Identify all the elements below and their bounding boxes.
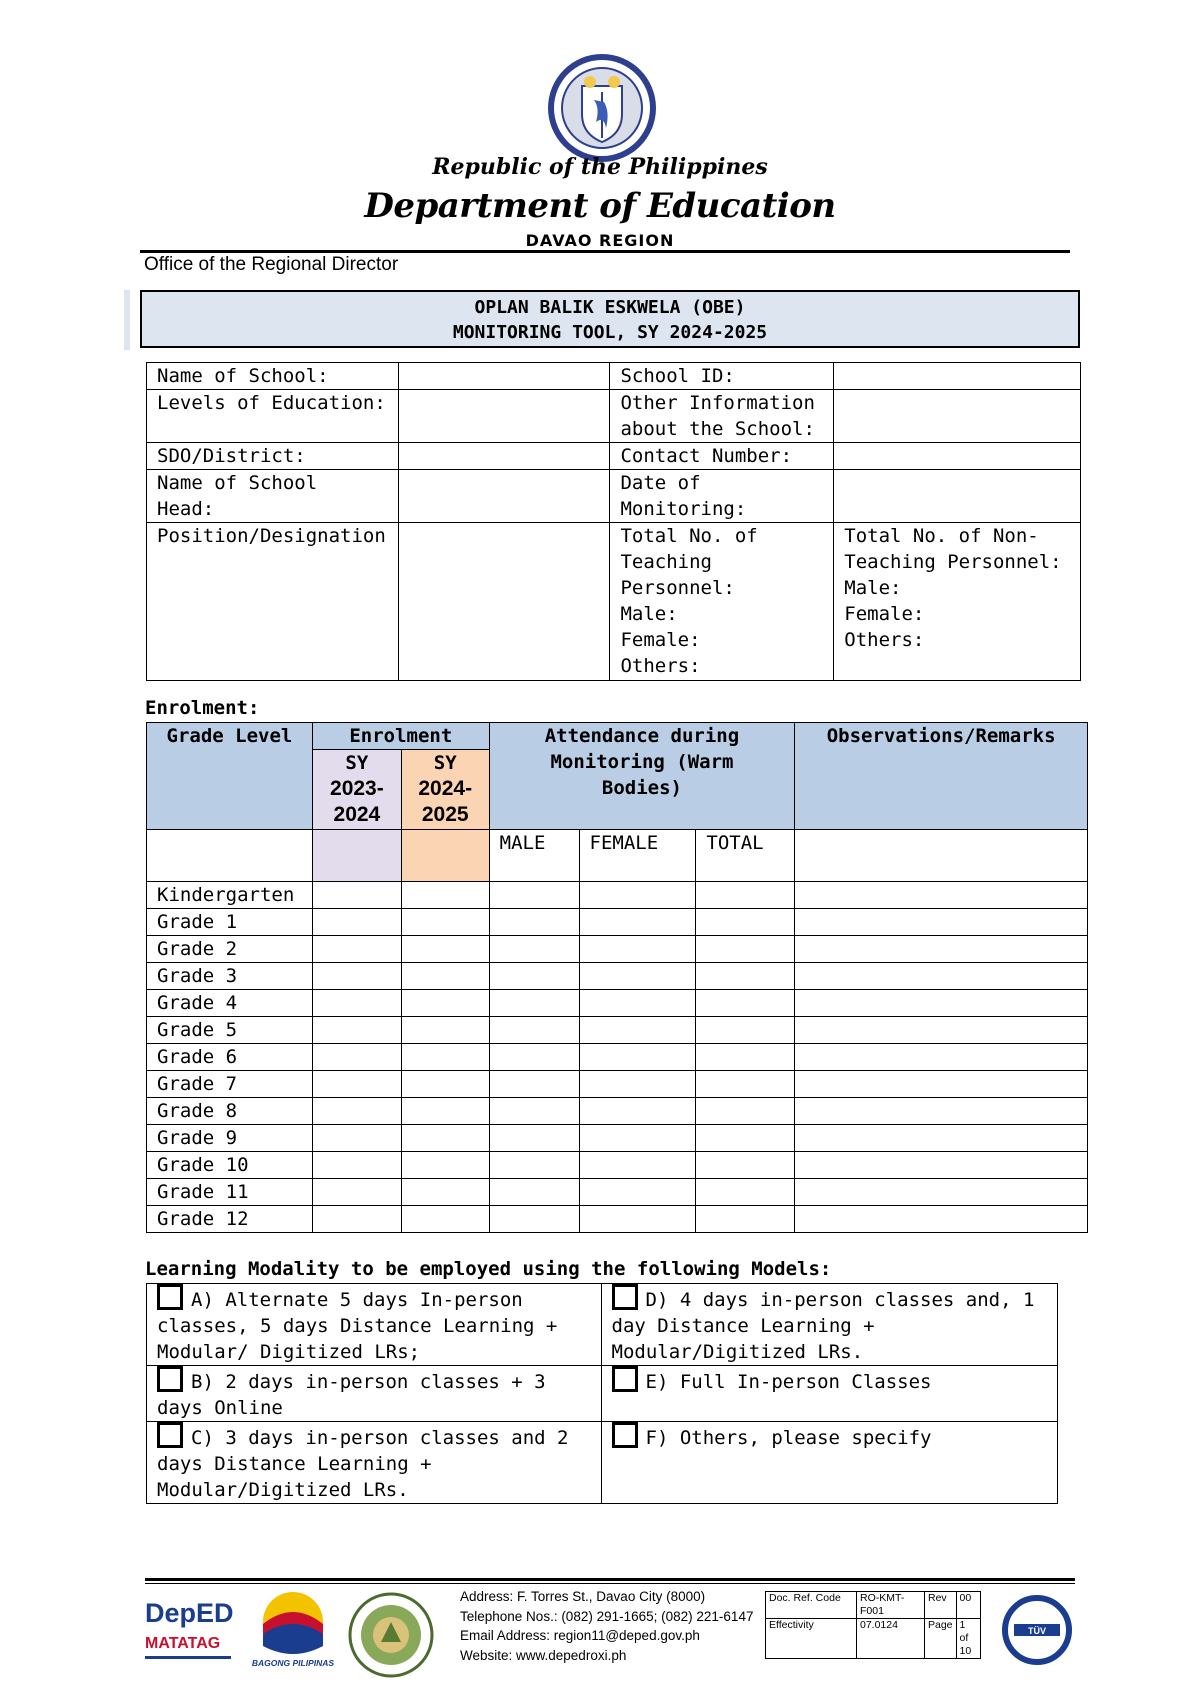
option-d-checkbox[interactable]: [612, 1284, 638, 1310]
label-line: Male:: [844, 577, 902, 599]
remarks-cell[interactable]: [795, 1044, 1088, 1071]
female-cell[interactable]: [579, 1017, 696, 1044]
non-teaching-personnel-cell[interactable]: [834, 523, 1081, 681]
grade-level-cell: Kindergarten: [147, 882, 313, 909]
levels-of-education-field[interactable]: [398, 390, 609, 443]
option-line: Modular/Digitized LRs.: [157, 1479, 409, 1501]
sy2-enrolment-cell[interactable]: [401, 909, 489, 936]
header-line: 2024-: [418, 777, 473, 800]
sy1-enrolment-cell[interactable]: [312, 1179, 401, 1206]
grade-level-cell: Grade 11: [147, 1179, 313, 1206]
remarks-cell[interactable]: [795, 1017, 1088, 1044]
label-line: Teaching Personnel:: [844, 551, 1062, 573]
enrolment-section-label: Enrolment:: [145, 697, 260, 719]
grade-level-cell: Grade 1: [147, 909, 313, 936]
remarks-cell[interactable]: [795, 990, 1088, 1017]
option-text: C) 3 days in-person classes and 2: [191, 1427, 569, 1449]
deped-logo-text: DepED: [145, 1598, 234, 1628]
sy2-enrolment-cell[interactable]: [401, 1044, 489, 1071]
sy2-enrolment-cell[interactable]: [401, 1071, 489, 1098]
department-header: Department of Education: [364, 186, 836, 226]
female-cell[interactable]: [579, 963, 696, 990]
option-line: [157, 1422, 591, 1451]
school-head-field[interactable]: [398, 470, 609, 523]
option-b-checkbox[interactable]: [157, 1366, 183, 1392]
option-line: [157, 1284, 591, 1313]
grade-level-cell: Grade 7: [147, 1071, 313, 1098]
table-row: [147, 1017, 1088, 1044]
male-header: MALE: [489, 830, 579, 882]
remarks-subheader-cell: [795, 830, 1088, 882]
remarks-cell[interactable]: [795, 936, 1088, 963]
label-line: Personnel:: [620, 577, 735, 599]
name-of-school-label: Name of School:: [147, 363, 399, 390]
remarks-cell[interactable]: [795, 1071, 1088, 1098]
sy2-enrolment-cell[interactable]: [401, 1125, 489, 1152]
effectivity-value: 07.0124: [857, 1619, 925, 1659]
page-value-line: 1 of: [959, 1619, 969, 1644]
option-a-checkbox[interactable]: [157, 1284, 183, 1310]
grade-level-header: Grade Level: [147, 723, 313, 830]
sy1-enrolment-cell[interactable]: [312, 936, 401, 963]
footer-contact: [460, 1587, 753, 1665]
table-row: [147, 1152, 1088, 1179]
header-line: SY: [345, 752, 369, 774]
total-cell[interactable]: [696, 1206, 795, 1233]
remarks-cell[interactable]: [795, 1125, 1088, 1152]
footer-divider-thin: [145, 1583, 1075, 1584]
sy1-enrolment-cell[interactable]: [312, 990, 401, 1017]
option-line: [612, 1366, 1048, 1395]
subheader-blank: [147, 830, 313, 882]
female-cell[interactable]: [579, 1206, 696, 1233]
option-f: [601, 1422, 1058, 1504]
document-reference-table: [765, 1591, 981, 1659]
footer-email[interactable]: Email Address: region11@deped.gov.ph: [460, 1628, 700, 1643]
footer-divider: [145, 1578, 1075, 1581]
sy1-enrolment-cell[interactable]: [312, 909, 401, 936]
label-line: Female:: [620, 629, 701, 651]
bagong-pilipinas-logo: [248, 1590, 338, 1676]
sy2-enrolment-cell[interactable]: [401, 1098, 489, 1125]
table-row: [147, 936, 1088, 963]
male-cell[interactable]: [489, 1017, 579, 1044]
female-cell[interactable]: [579, 882, 696, 909]
male-cell[interactable]: [489, 1098, 579, 1125]
table-row: [147, 882, 1088, 909]
label-line: Others:: [844, 629, 925, 651]
table-row: [147, 1098, 1088, 1125]
total-cell[interactable]: [696, 1044, 795, 1071]
female-cell[interactable]: [579, 909, 696, 936]
label-line: about the School:: [620, 418, 815, 440]
grade-level-cell: Grade 5: [147, 1017, 313, 1044]
grade-level-cell: Grade 4: [147, 990, 313, 1017]
form-title: [140, 290, 1080, 348]
republic-header: Republic of the Philippines: [432, 154, 768, 180]
male-cell[interactable]: [489, 1071, 579, 1098]
sy2-subheader-cell: [401, 830, 489, 882]
sy1-subheader-cell: [312, 830, 401, 882]
modality-table: [146, 1283, 1058, 1504]
sy1-enrolment-cell[interactable]: [312, 1125, 401, 1152]
enrolment-table: [146, 722, 1088, 1233]
female-header: FEMALE: [579, 830, 696, 882]
table-row: [147, 1044, 1088, 1071]
school-id-field[interactable]: [834, 363, 1081, 390]
teaching-personnel-cell[interactable]: [610, 523, 834, 681]
sy2-enrolment-cell[interactable]: [401, 1179, 489, 1206]
total-cell[interactable]: [696, 990, 795, 1017]
deped-matatag-logo: [145, 1596, 235, 1676]
matatag-text: MATATAG: [145, 1635, 221, 1652]
sy2-enrolment-cell[interactable]: [401, 1206, 489, 1233]
modality-section-label: Learning Modality to be employed using the following Models:: [145, 1258, 832, 1280]
remarks-cell[interactable]: [795, 1206, 1088, 1233]
table-row: [147, 909, 1088, 936]
sy2-enrolment-cell[interactable]: [401, 882, 489, 909]
remarks-cell[interactable]: [795, 963, 1088, 990]
contact-number-field[interactable]: [834, 443, 1081, 470]
option-line: days Distance Learning +: [157, 1453, 432, 1475]
school-id-label: School ID:: [610, 363, 834, 390]
attendance-header: [489, 723, 795, 830]
grade-level-cell: Grade 10: [147, 1152, 313, 1179]
label-line: Total No. of Non-: [844, 525, 1039, 547]
region-header: DAVAO REGION: [525, 231, 675, 250]
male-cell[interactable]: [489, 1044, 579, 1071]
option-line: [157, 1366, 591, 1395]
sy-2024-2025-header: [401, 750, 489, 830]
sy1-enrolment-cell[interactable]: [312, 963, 401, 990]
male-cell[interactable]: [489, 963, 579, 990]
sy1-enrolment-cell[interactable]: [312, 1152, 401, 1179]
option-line: days Online: [157, 1397, 283, 1419]
female-cell[interactable]: [579, 1152, 696, 1179]
sy2-enrolment-cell[interactable]: [401, 963, 489, 990]
form-title-line1: OPLAN BALIK ESKWELA (OBE): [474, 297, 746, 318]
levels-of-education-label: Levels of Education:: [147, 390, 399, 443]
option-line: Modular/Digitized LRs.: [611, 1341, 864, 1363]
table-row: [147, 1071, 1088, 1098]
tuv-text: TÜV: [1028, 1626, 1046, 1636]
sy2-enrolment-cell[interactable]: [401, 990, 489, 1017]
contact-number-label: Contact Number:: [610, 443, 834, 470]
footer-address: Address: F. Torres St., Davao City (8000): [460, 1589, 706, 1604]
male-cell[interactable]: [489, 1179, 579, 1206]
header-line: 2024: [333, 803, 381, 826]
effectivity-label: Effectivity: [766, 1619, 857, 1659]
male-cell[interactable]: [489, 936, 579, 963]
label-line: Date of: [620, 472, 701, 494]
remarks-header: Observations/Remarks: [795, 723, 1088, 830]
position-label: Position/Designation: [147, 523, 399, 681]
female-cell[interactable]: [579, 936, 696, 963]
date-of-monitoring-label: [610, 470, 834, 523]
male-cell[interactable]: [489, 1125, 579, 1152]
female-cell[interactable]: [579, 1071, 696, 1098]
header-line: 2025: [421, 803, 469, 826]
total-cell[interactable]: [696, 1152, 795, 1179]
option-f-checkbox[interactable]: [612, 1422, 638, 1448]
label-line: Head:: [157, 498, 215, 520]
label-line: Female:: [844, 603, 925, 625]
table-row: [147, 1125, 1088, 1152]
female-cell[interactable]: [579, 1125, 696, 1152]
other-information-field[interactable]: [834, 390, 1081, 443]
grade-rows: [147, 882, 1088, 1233]
rev-label: Rev: [925, 1592, 957, 1619]
option-line: Modular/ Digitized LRs;: [157, 1341, 421, 1363]
total-cell[interactable]: [696, 1125, 795, 1152]
option-line: [612, 1284, 1048, 1313]
sy1-enrolment-cell[interactable]: [312, 1206, 401, 1233]
office-label: Office of the Regional Director: [144, 254, 399, 275]
label-line: Name of School: [157, 472, 318, 494]
label-line: Male:: [620, 603, 678, 625]
table-row: [147, 1179, 1088, 1206]
footer-website[interactable]: Website: www.depedroxi.ph: [460, 1647, 627, 1663]
option-c: [147, 1422, 602, 1504]
form-title-line2: MONITORING TOOL, SY 2024-2025: [452, 322, 768, 343]
option-a: [147, 1284, 602, 1366]
label-line: Total No. of: [620, 525, 758, 547]
other-information-label: [610, 390, 834, 443]
total-cell[interactable]: [696, 909, 795, 936]
sy2-enrolment-cell[interactable]: [401, 1017, 489, 1044]
sy2-enrolment-cell[interactable]: [401, 936, 489, 963]
grade-level-cell: Grade 8: [147, 1098, 313, 1125]
female-cell[interactable]: [579, 1179, 696, 1206]
option-e-checkbox[interactable]: [612, 1366, 638, 1392]
grade-level-cell: Grade 6: [147, 1044, 313, 1071]
sy1-enrolment-cell[interactable]: [312, 882, 401, 909]
page-value: [956, 1619, 980, 1659]
option-c-checkbox[interactable]: [157, 1422, 183, 1448]
table-row: [147, 990, 1088, 1017]
school-info-table: [146, 362, 1081, 681]
option-e: [601, 1366, 1058, 1422]
option-line: classes, 5 days Distance Learning +: [157, 1315, 558, 1337]
sy1-enrolment-cell[interactable]: [312, 1044, 401, 1071]
position-field[interactable]: [398, 523, 609, 681]
total-cell[interactable]: [696, 1071, 795, 1098]
total-cell[interactable]: [696, 936, 795, 963]
sy1-enrolment-cell[interactable]: [312, 1017, 401, 1044]
female-cell[interactable]: [579, 990, 696, 1017]
sdo-district-label: SDO/District:: [147, 443, 399, 470]
sy-2023-2024-header: [312, 750, 401, 830]
male-cell[interactable]: [489, 882, 579, 909]
male-cell[interactable]: [489, 1206, 579, 1233]
remarks-cell[interactable]: [795, 882, 1088, 909]
total-cell[interactable]: [696, 1179, 795, 1206]
label-line: Others:: [620, 655, 701, 677]
enrolment-header: Enrolment: [312, 723, 489, 750]
page-value-line: 10: [959, 1645, 972, 1657]
female-cell[interactable]: [579, 1044, 696, 1071]
option-text: F) Others, please specify: [645, 1427, 932, 1449]
label-line: Monitoring:: [620, 498, 747, 520]
page-label: Page: [925, 1619, 957, 1659]
header-divider: [140, 250, 1070, 253]
option-text: E) Full In-person Classes: [645, 1371, 932, 1393]
label-line: Other Information: [620, 392, 815, 414]
doc-ref-value: RO-KMT-F001: [857, 1592, 925, 1619]
header-line: 2023-: [330, 777, 384, 800]
male-cell[interactable]: [489, 1152, 579, 1179]
female-cell[interactable]: [579, 1098, 696, 1125]
matatag-underline: [145, 1656, 231, 1659]
doc-ref-label: Doc. Ref. Code: [766, 1592, 857, 1619]
footer-telephone: Telephone Nos.: (082) 291-1665; (082) 221-6147: [460, 1608, 754, 1624]
bagong-pilipinas-text: BAGONG PILIPINAS: [251, 1658, 335, 1668]
remarks-cell[interactable]: [795, 909, 1088, 936]
total-header: TOTAL: [696, 830, 795, 882]
deped-seal-logo: [546, 52, 658, 164]
total-cell[interactable]: [696, 1017, 795, 1044]
total-cell[interactable]: [696, 963, 795, 990]
grade-level-cell: Grade 12: [147, 1206, 313, 1233]
header-line: Attendance during: [544, 725, 740, 747]
sy1-enrolment-cell[interactable]: [312, 1071, 401, 1098]
header-line: Monitoring (Warm: [550, 751, 734, 773]
option-text: B) 2 days in-person classes + 3: [191, 1371, 546, 1393]
option-b: [147, 1366, 602, 1422]
option-text: A) Alternate 5 days In-person: [191, 1289, 523, 1311]
table-row: [147, 1206, 1088, 1233]
sy1-enrolment-cell[interactable]: [312, 1098, 401, 1125]
option-line: day Distance Learning +: [611, 1315, 875, 1337]
tuv-certification-logo: [1002, 1594, 1072, 1674]
school-head-label: [147, 470, 399, 523]
male-cell[interactable]: [489, 909, 579, 936]
table-row: [147, 963, 1088, 990]
option-d: [601, 1284, 1058, 1366]
header-line: Bodies): [601, 777, 682, 799]
remarks-cell[interactable]: [795, 1098, 1088, 1125]
grade-level-cell: Grade 3: [147, 963, 313, 990]
total-cell[interactable]: [696, 1098, 795, 1125]
name-of-school-field[interactable]: [398, 363, 609, 390]
label-line: Teaching: [620, 551, 712, 573]
option-text: D) 4 days in-person classes and, 1: [645, 1289, 1035, 1311]
sy2-enrolment-cell[interactable]: [401, 1152, 489, 1179]
rev-value: 00: [956, 1592, 980, 1619]
remarks-cell[interactable]: [795, 1152, 1088, 1179]
date-of-monitoring-field[interactable]: [834, 470, 1081, 523]
grade-level-cell: Grade 2: [147, 936, 313, 963]
male-cell[interactable]: [489, 990, 579, 1017]
grade-level-cell: Grade 9: [147, 1125, 313, 1152]
total-cell[interactable]: [696, 882, 795, 909]
remarks-cell[interactable]: [795, 1179, 1088, 1206]
regional-office-seal: [348, 1592, 434, 1678]
header-line: SY: [433, 752, 457, 774]
title-side-bar: [124, 290, 130, 350]
sdo-district-field[interactable]: [398, 443, 609, 470]
bagong-pilipinas-emblem: [255, 1590, 331, 1654]
option-line: [612, 1422, 1048, 1451]
